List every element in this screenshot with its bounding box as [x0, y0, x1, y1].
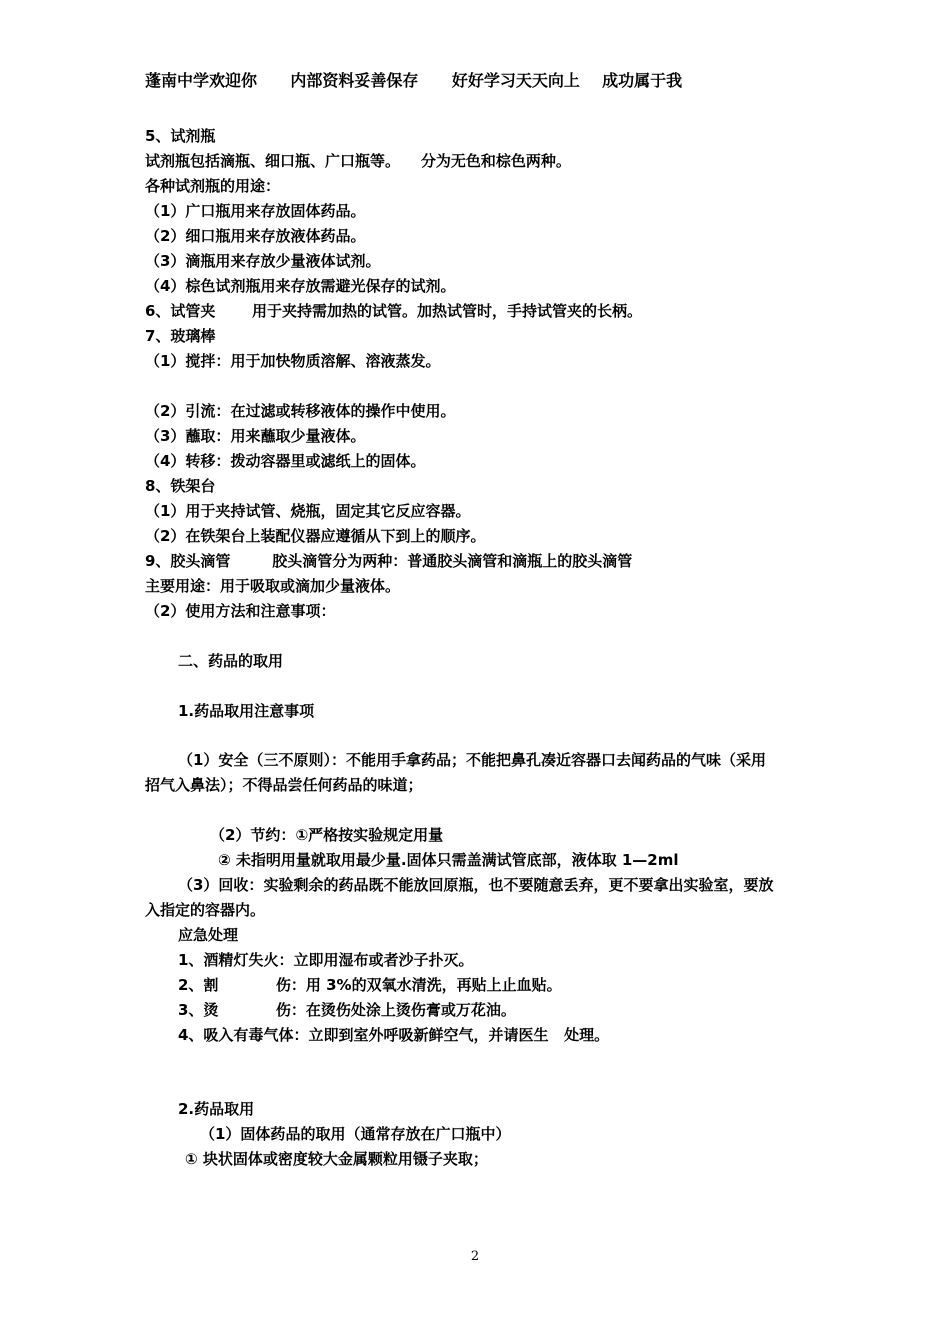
page-header: 蓬南中学欢迎你 内部资料妥善保存 好好学习天天向上 成功属于我 — [145, 71, 683, 90]
list-item: （2）细口瓶用来存放液体药品。 — [145, 227, 366, 245]
list-item: 1、酒精灯失火：立即用湿布或者沙子扑灭。 — [178, 951, 474, 969]
list-item: 3、烫 伤：在烫伤处涂上烫伤膏或万花油。 — [178, 1001, 516, 1019]
section-heading: 5、试剂瓶 — [145, 127, 216, 145]
section-heading: 8、铁架台 — [145, 477, 216, 495]
subsection-heading: 应急处理 — [178, 926, 239, 944]
paragraph-line: 招气入鼻法）；不得品尝任何药品的味道； — [145, 776, 423, 794]
list-item: （2）使用方法和注意事项： — [145, 602, 336, 620]
section-heading: 6、试管夹 用于夹持需加热的试管。加热试管时，手持试管夹的长柄。 — [145, 302, 642, 320]
list-item: ② 未指明用量就取用最少量.固体只需盖满试管底部，液体取 1—2ml — [218, 851, 679, 869]
list-item: （1）用于夹持试管、烧瓶，固定其它反应容器。 — [145, 502, 471, 520]
page-number: 2 — [470, 1249, 480, 1264]
paragraph-line: 试剂瓶包括滴瓶、细口瓶、广口瓶等。 分为无色和棕色两种。 — [145, 152, 571, 170]
paragraph-line: （3）回收：实验剩余的药品既不能放回原瓶，也不要随意丢弃，更不要拿出实验室，要放 — [178, 876, 774, 894]
subsection-heading: 1.药品取用注意事项 — [178, 702, 315, 720]
section-heading: 9、胶头滴管 胶头滴管分为两种：普通胶头滴管和滴瓶上的胶头滴管 — [145, 552, 633, 570]
list-item: （3）滴瓶用来存放少量液体试剂。 — [145, 252, 381, 270]
list-item: ① 块状固体或密度较大金属颗粒用镊子夹取； — [185, 1150, 488, 1168]
list-item: （1）广口瓶用来存放固体药品。 — [145, 202, 366, 220]
section-heading: 7、玻璃棒 — [145, 327, 216, 345]
paragraph-line: 主要用途：用于吸取或滴加少量液体。 — [145, 577, 401, 595]
paragraph-line: 各种试剂瓶的用途： — [145, 177, 281, 195]
paragraph-line: （1）安全（三不原则）：不能用手拿药品；不能把鼻孔凑近容器口去闻药品的气味（采用 — [178, 751, 766, 769]
paragraph-line: 入指定的容器内。 — [145, 901, 266, 919]
list-item: （2）引流：在过滤或转移液体的操作中使用。 — [145, 402, 456, 420]
list-item: 2、割 伤：用 3%的双氧水清洗，再贴上止血贴。 — [178, 976, 562, 994]
list-item: 4、吸入有毒气体：立即到室外呼吸新鲜空气，并请医生 处理。 — [178, 1026, 610, 1044]
list-item: （2）在铁架台上装配仪器应遵循从下到上的顺序。 — [145, 527, 486, 545]
list-item: （3）蘸取：用来蘸取少量液体。 — [145, 427, 366, 445]
section-heading: 二、药品的取用 — [178, 652, 284, 670]
list-item: （1）搅拌：用于加快物质溶解、溶液蒸发。 — [145, 352, 441, 370]
list-item: （4）棕色试剂瓶用来存放需避光保存的试剂。 — [145, 277, 456, 295]
list-item: （2）节约：①严格按实验规定用量 — [210, 826, 444, 844]
subsection-heading: 2.药品取用 — [178, 1100, 255, 1118]
list-item: （4）转移：拨动容器里或滤纸上的固体。 — [145, 452, 426, 470]
list-item: （1）固体药品的取用（通常存放在广口瓶中） — [200, 1125, 511, 1143]
